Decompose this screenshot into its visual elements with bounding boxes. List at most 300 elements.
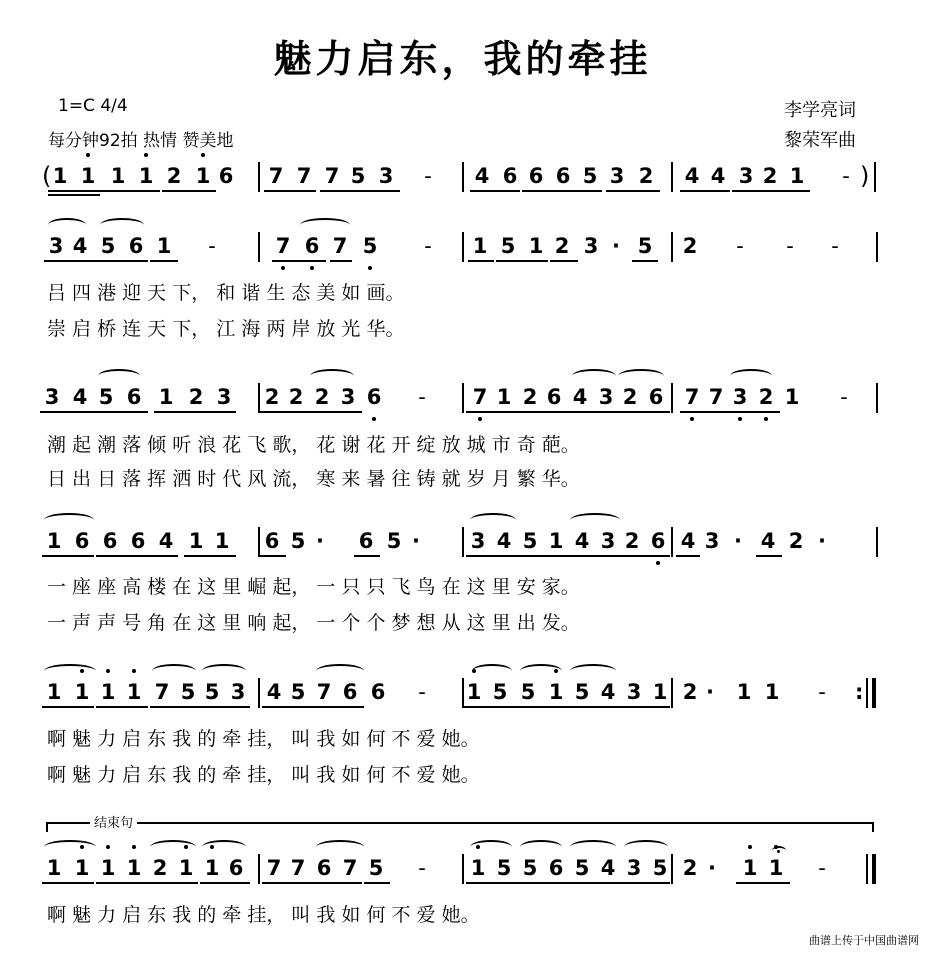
barline <box>671 678 673 708</box>
note-numeral: 6 <box>342 680 358 704</box>
slur <box>44 840 96 854</box>
note-numeral: 1 <box>74 856 90 880</box>
note-numeral: 7 <box>296 164 312 188</box>
octave-down-dot <box>310 266 314 270</box>
page-title: 魅力启东，我的牵挂 <box>273 36 652 81</box>
lyric-line: 吕 四 港 迎 天 下， 和 谐 生 态 美 如 画。 <box>47 282 405 304</box>
beam-underline <box>354 555 380 557</box>
beam-underline <box>148 882 198 884</box>
note-numeral: 6 <box>130 529 146 553</box>
open-paren: ( <box>42 162 52 190</box>
note-numeral: 7 <box>342 856 358 880</box>
barline <box>876 232 878 262</box>
note-numeral: 5 <box>180 680 196 704</box>
note-numeral: 5 <box>522 529 538 553</box>
note-numeral: 4 <box>266 680 282 704</box>
beam-underline <box>310 411 362 413</box>
beam-underline <box>150 260 178 262</box>
note-numeral: 1 <box>742 856 758 880</box>
note-numeral: 5 <box>637 234 653 258</box>
watermark-text: 曲谱上传于中国曲谱网 <box>809 934 919 947</box>
note-numeral: 5 <box>204 680 220 704</box>
beam-underline <box>522 190 602 192</box>
slur <box>48 218 86 232</box>
note-numeral: 7 <box>332 234 348 258</box>
ending-bracket <box>46 822 874 824</box>
note-numeral: 5 <box>368 856 384 880</box>
octave-down-dot <box>690 417 694 421</box>
barline <box>462 232 464 262</box>
beam-underline <box>620 882 670 884</box>
note-numeral: 1 <box>496 385 512 409</box>
sustain-dash: - <box>418 856 426 880</box>
sustain-dash: - <box>818 680 826 704</box>
barline <box>671 854 673 884</box>
beam-underline <box>96 260 148 262</box>
note-numeral: 2 <box>288 385 304 409</box>
note-numeral: 2 <box>264 385 280 409</box>
beam-underline <box>320 190 400 192</box>
beam-underline <box>514 706 568 708</box>
barline <box>258 527 260 557</box>
note-numeral: 3 <box>600 529 616 553</box>
note-numeral: 7 <box>316 680 332 704</box>
beam-underline <box>260 411 310 413</box>
beam-underline <box>468 260 494 262</box>
barline <box>671 383 673 413</box>
ending-bracket-tick <box>872 822 874 832</box>
beam-underline <box>462 706 514 708</box>
note-numeral: 1 <box>74 680 90 704</box>
note-numeral: 5 <box>290 680 306 704</box>
note-numeral: 5 <box>500 234 516 258</box>
note-numeral: 3 <box>583 234 599 258</box>
beam-underline <box>364 882 390 884</box>
note-numeral: 6 <box>304 234 320 258</box>
final-barline <box>872 854 876 884</box>
lyric-line: 啊 魅 力 启 东 我 的 牵 挂， 叫 我 如 何 不 爱 她。 <box>47 728 480 750</box>
beam-underline <box>620 555 670 557</box>
note-numeral: 1 <box>138 164 154 188</box>
sustain-dash: - <box>818 856 826 880</box>
augmentation-dot: · <box>316 529 324 553</box>
score-system-4 <box>0 525 925 565</box>
beam-underline <box>42 555 94 557</box>
beam-underline <box>150 706 200 708</box>
barline <box>258 232 260 262</box>
note-numeral: 4 <box>474 164 490 188</box>
note-numeral: 6 <box>366 385 382 409</box>
beam-underline <box>620 706 670 708</box>
note-numeral: 1 <box>188 529 204 553</box>
sustain-dash: - <box>208 234 216 258</box>
beam-underline <box>200 882 250 884</box>
lyric-line: 日 出 日 落 挥 洒 时 代 风 流， 寒 来 暑 往 铸 就 岁 月 繁 华。 <box>47 468 580 490</box>
note-numeral: 5 <box>290 529 306 553</box>
note-numeral: 1 <box>46 680 62 704</box>
barline <box>671 162 673 192</box>
note-numeral: 1 <box>158 385 174 409</box>
note-numeral: 3 <box>470 529 486 553</box>
lyric-line: 潮 起 潮 落 倾 听 浪 花 飞 歌， 花 谢 花 开 绽 放 城 市 奇 葩。 <box>47 434 580 456</box>
note-numeral: 4 <box>680 529 696 553</box>
slur <box>618 369 664 383</box>
note-numeral: 2 <box>314 385 330 409</box>
augmentation-dot: · <box>612 234 620 258</box>
augmentation-dot: · <box>708 856 716 880</box>
note-numeral: 5 <box>582 164 598 188</box>
slur <box>202 840 246 854</box>
beam-underline <box>260 555 286 557</box>
note-numeral: 6 <box>370 680 386 704</box>
beam-underline <box>470 190 520 192</box>
note-numeral: 3 <box>378 164 394 188</box>
note-numeral: 7 <box>684 385 700 409</box>
octave-down-dot <box>372 417 376 421</box>
beam-underline <box>518 555 570 557</box>
note-numeral: 4 <box>496 529 512 553</box>
slur <box>470 840 512 854</box>
beam-underline <box>732 190 810 192</box>
beam-underline <box>150 555 178 557</box>
lyric-line: 啊 魅 力 启 东 我 的 牵 挂， 叫 我 如 何 不 爱 她。 <box>47 764 480 786</box>
beam-underline <box>618 411 670 413</box>
beam-underline <box>676 555 700 557</box>
barline <box>462 162 464 192</box>
score-system-2 <box>0 230 925 270</box>
augmentation-dot: · <box>734 529 742 553</box>
beam-underline <box>272 260 300 262</box>
beam-underline <box>42 882 94 884</box>
slur <box>310 369 354 383</box>
note-numeral: 1 <box>652 680 668 704</box>
slur <box>572 369 616 383</box>
note-numeral: 6 <box>650 529 666 553</box>
note-numeral: 1 <box>110 164 126 188</box>
slur <box>44 664 96 678</box>
sustain-dash: - <box>424 164 432 188</box>
barline <box>258 678 260 708</box>
beam-underline <box>184 555 236 557</box>
note-numeral: 1 <box>100 856 116 880</box>
sustain-dash: - <box>736 234 744 258</box>
barline <box>874 162 876 192</box>
barline <box>462 527 464 557</box>
note-numeral: 7 <box>324 164 340 188</box>
note-numeral: 3 <box>230 680 246 704</box>
sustain-dash: - <box>418 385 426 409</box>
slur <box>730 369 772 383</box>
beam-underline <box>730 411 780 413</box>
note-numeral: 6 <box>128 234 144 258</box>
note-numeral: 7 <box>275 234 291 258</box>
beam-underline <box>40 411 94 413</box>
note-numeral: 3 <box>609 164 625 188</box>
beam-underline <box>756 555 782 557</box>
note-numeral: 4 <box>158 529 174 553</box>
slur <box>570 840 616 854</box>
note-numeral: 2 <box>166 164 182 188</box>
note-numeral: 1 <box>195 164 211 188</box>
note-numeral: 6 <box>648 385 664 409</box>
note-numeral: 4 <box>760 529 776 553</box>
composer-credit: 黎荣军曲 <box>784 130 856 151</box>
slur <box>152 664 196 678</box>
barline <box>671 527 673 557</box>
octave-up-dot <box>201 153 205 157</box>
note-numeral: 5 <box>652 856 668 880</box>
slur <box>470 513 516 527</box>
note-numeral: 4 <box>72 385 88 409</box>
note-numeral: 6 <box>264 529 280 553</box>
octave-down-dot <box>656 561 660 565</box>
note-numeral: 6 <box>502 164 518 188</box>
sustain-dash: - <box>424 234 432 258</box>
octave-up-dot <box>774 845 778 849</box>
note-numeral: 1 <box>126 680 142 704</box>
note-numeral: 6 <box>126 385 142 409</box>
slur <box>316 664 364 678</box>
note-numeral: 4 <box>600 856 616 880</box>
note-numeral: 1 <box>46 856 62 880</box>
beam-underline <box>96 882 148 884</box>
note-numeral: 1 <box>204 856 220 880</box>
note-numeral: 1 <box>100 680 116 704</box>
note-numeral: 1 <box>470 856 486 880</box>
note-numeral: 1 <box>472 234 488 258</box>
note-numeral: 5 <box>362 234 378 258</box>
beam-underline <box>48 190 160 192</box>
note-numeral: 3 <box>626 856 642 880</box>
barline <box>258 383 260 413</box>
note-numeral: 4 <box>572 385 588 409</box>
note-numeral: 5 <box>100 234 116 258</box>
beam-underline <box>262 882 312 884</box>
note-numeral: 1 <box>768 856 784 880</box>
note-numeral: 6 <box>528 164 544 188</box>
note-numeral: 6 <box>228 856 244 880</box>
lyricist-credit: 李学亮词 <box>784 100 856 121</box>
note-numeral: 2 <box>788 529 804 553</box>
beam-underline <box>606 190 660 192</box>
note-numeral: 1 <box>126 856 142 880</box>
note-numeral: 1 <box>214 529 230 553</box>
octave-up-dot <box>748 845 752 849</box>
note-numeral: 7 <box>268 164 284 188</box>
note-numeral: 2 <box>638 164 654 188</box>
note-numeral: 3 <box>216 385 232 409</box>
sustain-dash: - <box>842 164 850 188</box>
note-numeral: 5 <box>574 856 590 880</box>
close-paren: ) <box>860 162 870 190</box>
barline <box>866 854 868 884</box>
octave-down-dot <box>281 266 285 270</box>
note-numeral: 1 <box>178 856 194 880</box>
beam-underline <box>680 190 730 192</box>
note-numeral: 5 <box>520 680 536 704</box>
note-numeral: 6 <box>555 164 571 188</box>
barline <box>462 854 464 884</box>
barline <box>866 678 868 708</box>
score-system-5 <box>0 676 925 716</box>
sustain-dash: - <box>831 234 839 258</box>
note-numeral: 1 <box>784 385 800 409</box>
note-numeral: 1 <box>80 164 96 188</box>
note-numeral: 2 <box>624 529 640 553</box>
note-numeral: 3 <box>598 385 614 409</box>
slur <box>472 664 512 678</box>
beam-underline <box>330 260 352 262</box>
score-system-6 <box>0 852 925 892</box>
slur <box>316 840 364 854</box>
note-numeral: 4 <box>72 234 88 258</box>
beam-underline <box>516 882 568 884</box>
slur <box>570 513 620 527</box>
ending-label: 结束句 <box>90 812 137 831</box>
note-numeral: 6 <box>546 385 562 409</box>
note-numeral: 1 <box>52 164 68 188</box>
note-numeral: 6 <box>548 856 564 880</box>
octave-down-dot <box>764 417 768 421</box>
note-numeral: 1 <box>764 680 780 704</box>
note-numeral: 5 <box>574 680 590 704</box>
fermata-dot <box>777 850 780 853</box>
beam-underline <box>736 882 790 884</box>
note-numeral: 1 <box>46 529 62 553</box>
note-numeral: 6 <box>358 529 374 553</box>
beam-underline <box>568 706 620 708</box>
note-numeral: 3 <box>704 529 720 553</box>
note-numeral: 2 <box>522 385 538 409</box>
note-numeral: 5 <box>98 385 114 409</box>
octave-up-dot <box>106 845 110 849</box>
beam-underline <box>312 882 362 884</box>
note-numeral: 5 <box>522 856 538 880</box>
note-numeral: 4 <box>710 164 726 188</box>
note-numeral: 2 <box>554 234 570 258</box>
slur <box>520 840 562 854</box>
octave-down-dot <box>478 417 482 421</box>
beam-underline <box>94 411 148 413</box>
beam-underline <box>680 411 730 413</box>
octave-up-dot <box>86 153 90 157</box>
beam-underline <box>162 190 216 192</box>
barline <box>258 854 260 884</box>
note-numeral: 2 <box>682 856 698 880</box>
beam-underline <box>312 706 364 708</box>
sustain-dash: - <box>786 234 794 258</box>
augmentation-dot: · <box>412 529 420 553</box>
note-numeral: 2 <box>758 385 774 409</box>
beam-underline <box>96 555 150 557</box>
note-numeral: 4 <box>600 680 616 704</box>
repeat-barline <box>872 678 876 708</box>
note-numeral: 5 <box>350 164 366 188</box>
note-numeral: 3 <box>626 680 642 704</box>
slur <box>202 664 246 678</box>
augmentation-dot: · <box>706 680 714 704</box>
note-numeral: 2 <box>622 385 638 409</box>
note-numeral: 2 <box>682 680 698 704</box>
slur <box>520 664 562 678</box>
octave-up-dot <box>144 153 148 157</box>
lyric-line: 啊 魅 力 启 东 我 的 牵 挂， 叫 我 如 何 不 爱 她。 <box>47 904 480 926</box>
beam-underline <box>154 411 236 413</box>
note-numeral: 3 <box>738 164 754 188</box>
beam-underline <box>496 260 548 262</box>
note-numeral: 7 <box>290 856 306 880</box>
slur <box>624 840 668 854</box>
note-numeral: 6 <box>316 856 332 880</box>
slur <box>100 218 144 232</box>
beam-underline <box>550 260 578 262</box>
note-numeral: 1 <box>548 680 564 704</box>
barline <box>258 162 260 192</box>
note-numeral: 1 <box>466 680 482 704</box>
note-numeral: 2 <box>682 234 698 258</box>
octave-up-dot <box>132 845 136 849</box>
ending-bracket-tick <box>46 822 48 832</box>
note-numeral: 7 <box>472 385 488 409</box>
note-numeral: 2 <box>762 164 778 188</box>
score-system-3 <box>0 381 925 421</box>
octave-up-dot <box>106 669 110 673</box>
note-numeral: 6 <box>102 529 118 553</box>
note-numeral: 6 <box>218 164 234 188</box>
note-numeral: 1 <box>156 234 172 258</box>
slur <box>300 218 350 232</box>
note-numeral: 7 <box>266 856 282 880</box>
barline <box>671 232 673 262</box>
beam-underline <box>264 190 316 192</box>
note-numeral: 7 <box>154 680 170 704</box>
note-numeral: 4 <box>574 529 590 553</box>
barline <box>876 527 878 557</box>
note-numeral: 3 <box>48 234 64 258</box>
octave-down-dot <box>738 417 742 421</box>
beam-underline <box>42 706 94 708</box>
slur <box>570 664 616 678</box>
tempo-marking: 每分钟92拍 热情 赞美地 <box>48 131 234 151</box>
beam-underline <box>570 555 620 557</box>
slur <box>98 369 140 383</box>
barline <box>876 383 878 413</box>
key-signature: 1=C 4/4 <box>58 96 128 116</box>
beam-underline <box>568 882 620 884</box>
note-numeral: 1 <box>548 529 564 553</box>
sustain-dash: - <box>840 385 848 409</box>
note-numeral: 1 <box>736 680 752 704</box>
repeat-dots: : <box>855 680 864 704</box>
note-numeral: 3 <box>340 385 356 409</box>
beam-underline <box>568 411 618 413</box>
note-numeral: 1 <box>789 164 805 188</box>
note-numeral: 5 <box>492 680 508 704</box>
sustain-dash: - <box>418 680 426 704</box>
note-numeral: 2 <box>152 856 168 880</box>
beam-underline <box>466 882 516 884</box>
beam-underline <box>300 260 326 262</box>
beam-underline <box>200 706 250 708</box>
octave-down-dot <box>368 266 372 270</box>
lyric-line: 一 声 声 号 角 在 这 里 响 起， 一 个 个 梦 想 从 这 里 出 发。 <box>47 612 580 634</box>
note-numeral: 7 <box>708 385 724 409</box>
beam-underline <box>44 260 96 262</box>
note-numeral: 2 <box>188 385 204 409</box>
beam-underline <box>96 706 148 708</box>
slur <box>150 840 196 854</box>
beam-underline <box>48 194 100 196</box>
